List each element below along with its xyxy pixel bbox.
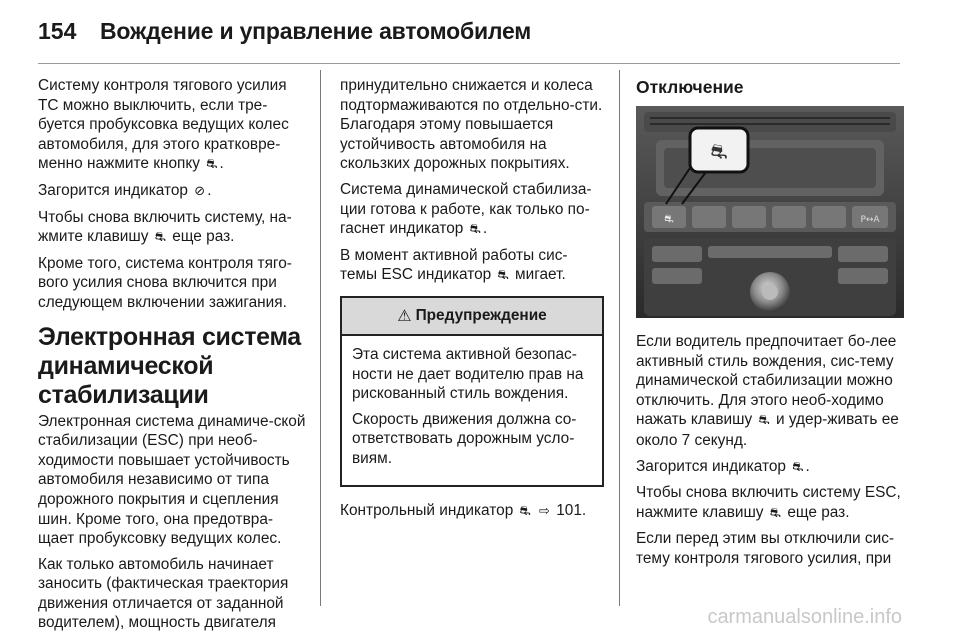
paragraph: принудительно снижается и колеса подтормаживаются по отдельно-сти. Благодаря этому повышается устойчивость автомобиля на скользких дорожных покрытиях. xyxy=(340,77,603,173)
esc-car-skid-icon: ⛐ xyxy=(154,230,166,246)
paragraph: Если перед этим вы отключили сис-тему контроля тягового усилия, при xyxy=(636,530,895,567)
paragraph: Система динамической стабилиза-ции готова к работе, как только по-гаснет индикатор ⛐ . xyxy=(340,180,604,240)
page-number: 154 xyxy=(38,18,77,44)
esc-car-skid-icon: ⛐ xyxy=(206,157,218,173)
paragraph: Кроме того, система контроля тяго-вого усилия снова включится при следующем включении зажигания. xyxy=(38,254,292,311)
warning-text: Эта система активной безопас-ности не дает водителю прав на рискованный стиль вождения. xyxy=(352,345,584,403)
column-left xyxy=(38,76,306,639)
page-title: Вождение и управление автомобилем xyxy=(100,18,532,44)
esc-car-skid-icon: ⛐ xyxy=(710,139,728,163)
warning-header xyxy=(342,298,602,336)
paragraph: Загорится индикатор ⛐ . xyxy=(636,457,904,478)
paragraph: Чтобы снова включить систему ESC, нажмите клавишу ⛐ еще раз. xyxy=(636,483,904,523)
paragraph: Если водитель предпочитает бо-лее активный стиль вождения, сис-тему динамической стабилизации можно отключить. Для этого необ-ходимо нажать клавишу ⛐ и удер-живать ее около 7 секунд. xyxy=(636,333,899,449)
paragraph: Загорится индикатор ⊘ . xyxy=(38,181,306,202)
dashboard-photo xyxy=(636,106,904,318)
esc-car-skid-icon: ⛐ xyxy=(664,212,674,225)
page-reference-icon: ⇨ xyxy=(539,503,550,519)
dashboard-illustration xyxy=(636,106,904,318)
column-divider xyxy=(619,70,620,606)
esc-off-indicator-icon: ⛐ xyxy=(792,459,804,475)
park-assist-label: P↔A xyxy=(860,215,880,225)
paragraph: Контрольный индикатор ⛐ ⇨ 101. xyxy=(340,501,604,522)
subsection-heading: Отключение xyxy=(636,77,744,97)
esc-car-skid-icon: ⛐ xyxy=(519,503,531,519)
warning-triangle-icon: ⚠ xyxy=(397,306,412,326)
esc-car-skid-icon: ⛐ xyxy=(469,222,481,238)
warning-text: Скорость движения должна со-ответствовать дорожным усло-виям. xyxy=(352,410,577,467)
paragraph: Систему контроля тягового усилия TC можно выключить, если тре-буется пробуксовка ведущих колес автомобиля, для этого кратковре-менно нажмите кнопку ⛐ . xyxy=(38,76,306,175)
column-divider xyxy=(320,70,321,606)
esc-car-skid-icon: ⛐ xyxy=(758,413,770,429)
esc-car-skid-icon: ⛐ xyxy=(497,268,509,284)
warning-title: Предупреждение xyxy=(415,307,547,325)
esc-car-skid-icon: ⛐ xyxy=(769,505,782,521)
column-middle xyxy=(340,76,604,527)
section-heading: Электронная система динамической стабилизации xyxy=(38,322,301,409)
footer-watermark: carmanualsonline.info xyxy=(707,606,902,628)
paragraph: Чтобы снова включить систему, на-жмите клавишу ⛐ еще раз. xyxy=(38,208,306,248)
tc-off-indicator-icon: ⊘ xyxy=(194,183,206,199)
column-right xyxy=(636,76,904,575)
warning-box xyxy=(340,296,604,487)
warning-body xyxy=(342,336,602,485)
paragraph: Как только автомобиль начинает заносить (фактическая траектория движения отличается от заданной водителем), мощность двигателя xyxy=(38,555,289,632)
header-rule xyxy=(38,63,900,64)
paragraph: В момент активной работы сис-темы ESC индикатор ⛐ мигает. xyxy=(340,246,604,286)
paragraph: Электронная система динамиче-ской стабилизации (ESC) при необ-ходимости повышает устойчивость автомобиля независимо от типа дорожного покрытия и сцепления шин. Кроме того, она предотвра-щает пробуксовку ведущих колес. xyxy=(38,412,306,548)
page-header xyxy=(38,18,922,62)
